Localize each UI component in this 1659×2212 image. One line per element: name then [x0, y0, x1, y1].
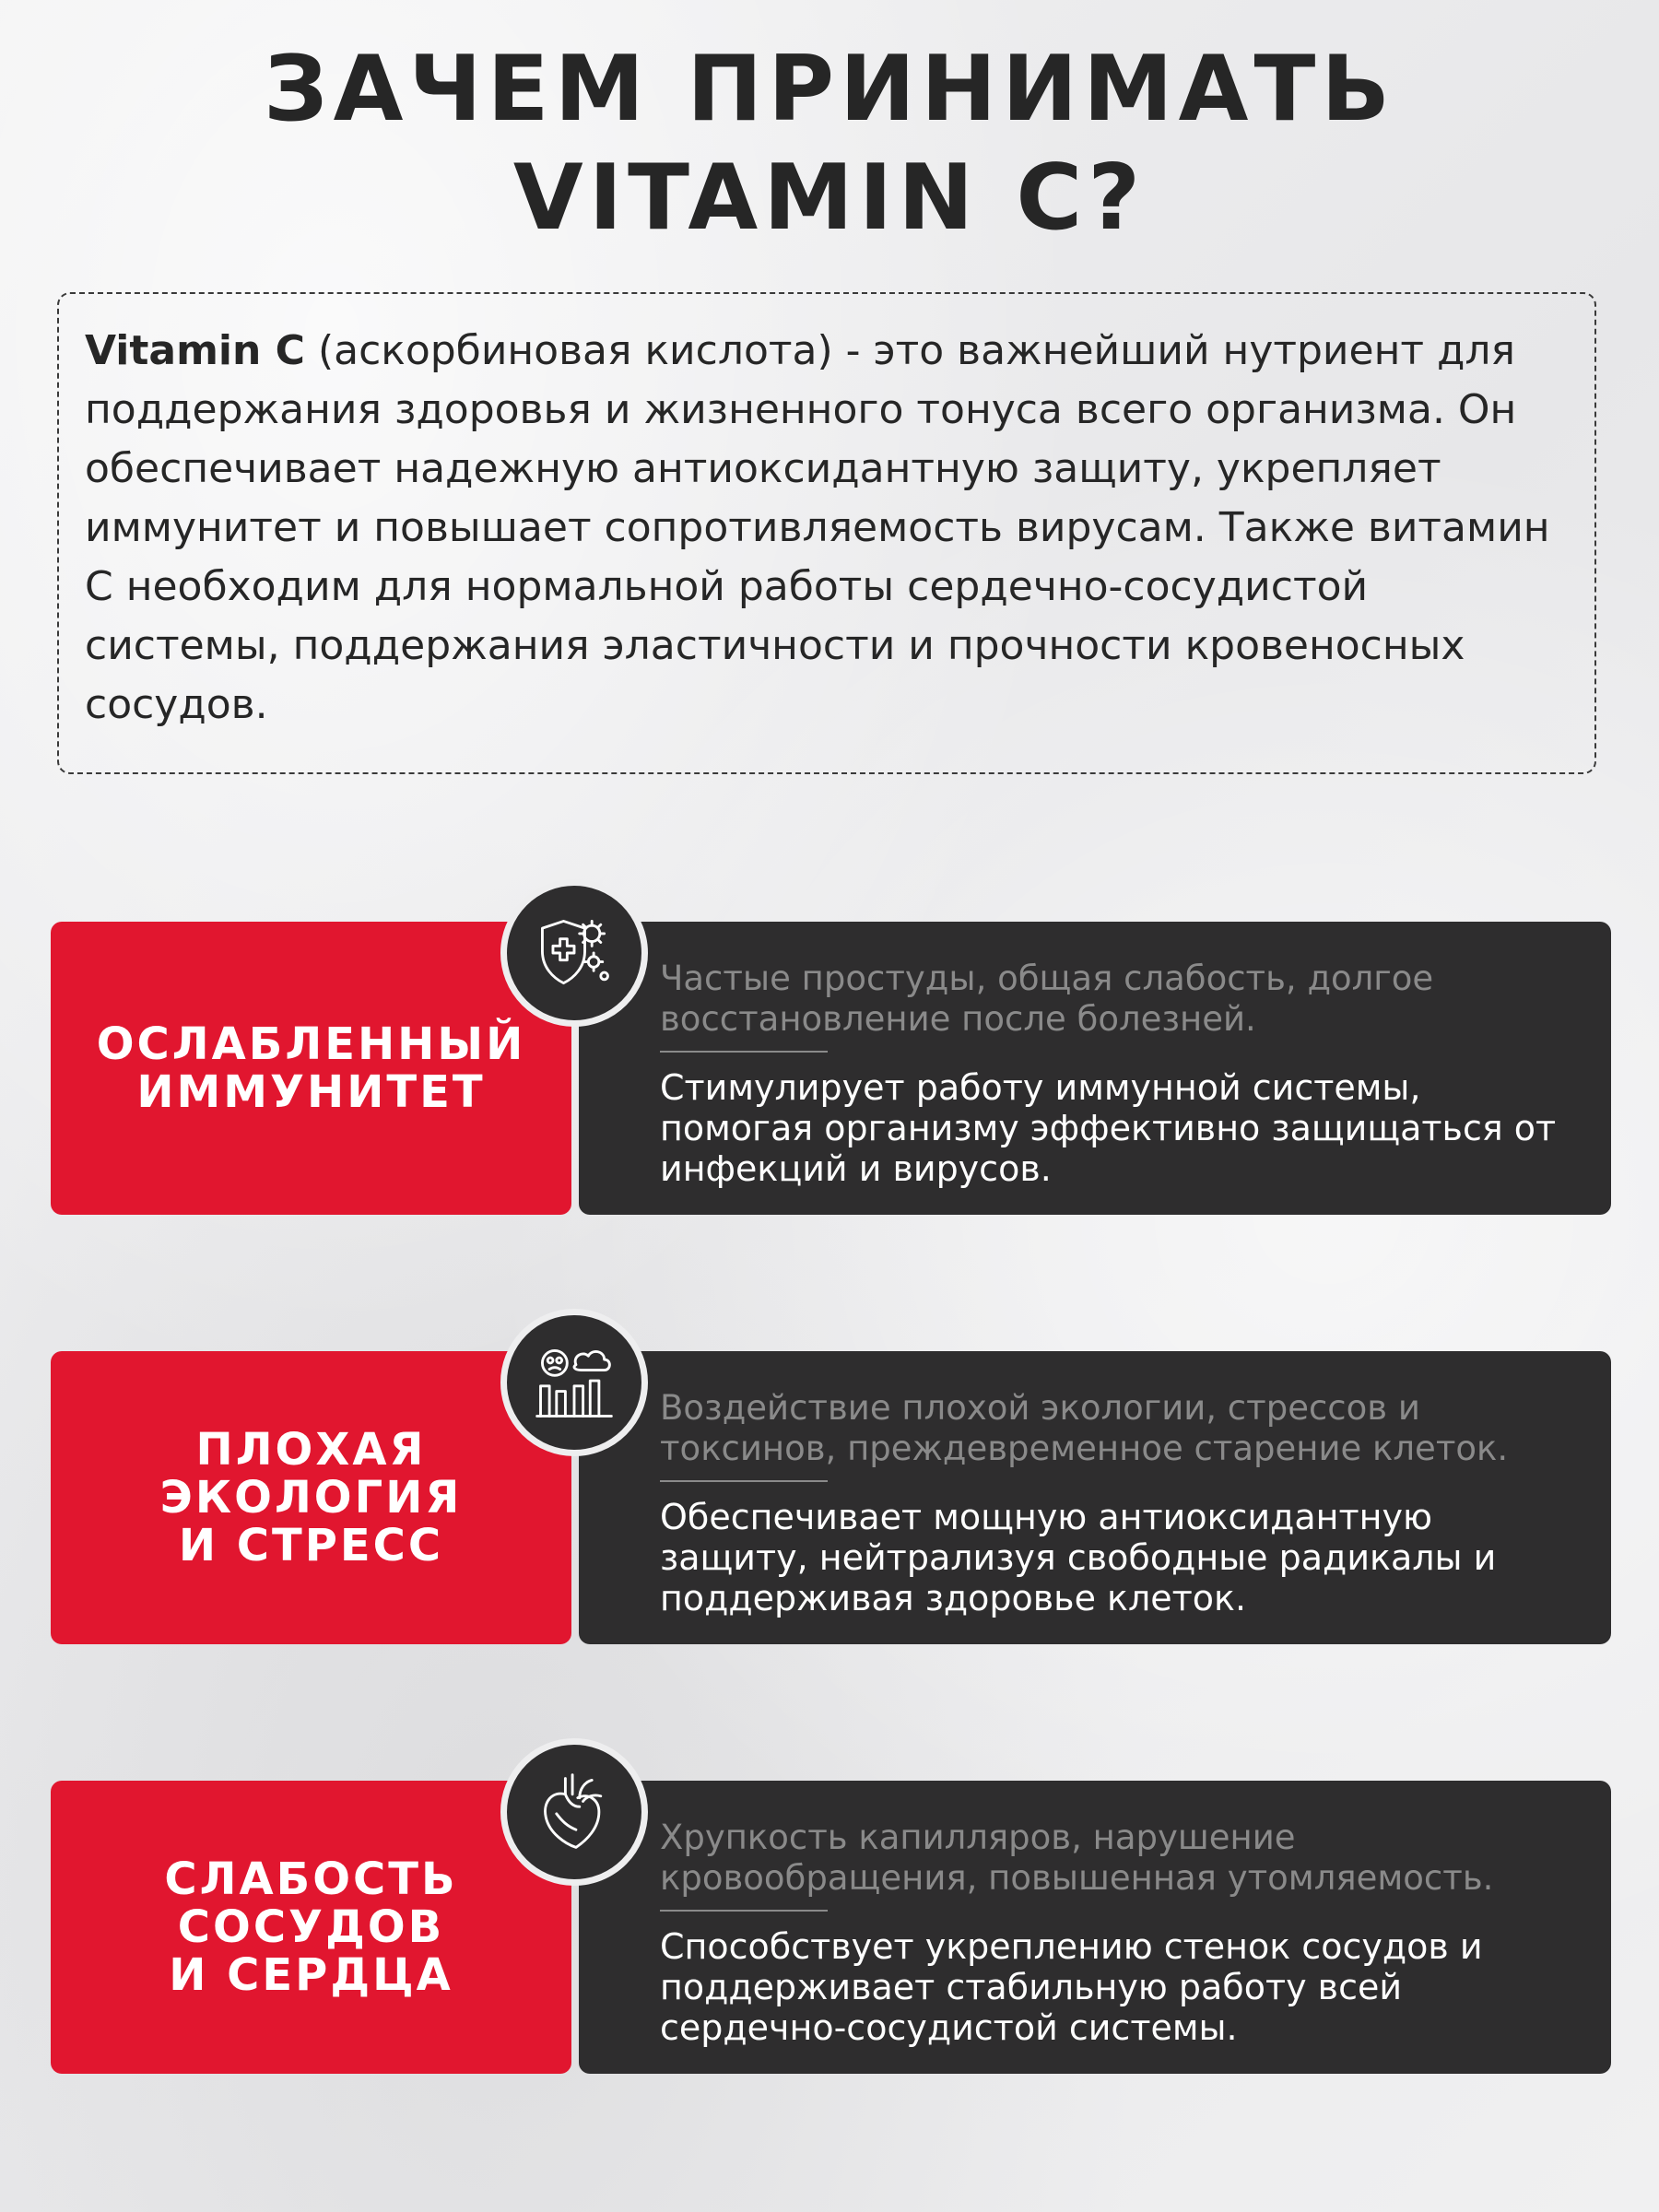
- benefit-label-line: ПЛОХАЯ: [195, 1424, 427, 1476]
- page-title: [0, 35, 1659, 253]
- benefit-label-line: И СЕРДЦА: [169, 1949, 453, 2001]
- benefit-label-line: СОСУДОВ: [177, 1901, 445, 1953]
- benefit-label-line: ОСЛАБЛЕННЫЙ: [96, 1018, 526, 1070]
- title-line-1: ЗАЧЕМ ПРИНИМАТЬ: [263, 37, 1396, 142]
- title-line-2: VITAMIN C?: [512, 146, 1147, 251]
- intro-body: (аскорбиновая кислота) - это важнейший нутриент для поддержания здоровья и жизненного тонуса всего организма. Он обеспечивает надежную антиоксидантную защиту, укрепляет иммунитет и повышает сопротивляемость вирусам. Также витамин С необходим для нормальной работы сердечно-сосудистой системы, поддержания эластичности и прочности кровеносных сосудов.: [85, 327, 1550, 728]
- benefit-row-heart: [0, 1751, 1659, 2048]
- benefit-label: [97, 1020, 526, 1116]
- benefit-detail-card: [579, 1351, 1611, 1644]
- intro-text: [85, 322, 1567, 735]
- intro-box: [57, 292, 1596, 774]
- benefit-row-ecology: [0, 1322, 1659, 1618]
- benefit-label-line: И СТРЕСС: [178, 1520, 444, 1571]
- heart-icon: [500, 1738, 648, 1886]
- shield-virus-icon: [500, 879, 648, 1027]
- benefit-solution: Стимулирует работу иммунной системы, помогая организму эффективно защищаться от инфекций и вирусов.: [660, 1067, 1557, 1189]
- divider: [660, 1051, 828, 1053]
- benefit-problem: Частые простуды, общая слабость, долгое восстановление после болезней.: [660, 959, 1434, 1039]
- benefit-label: [160, 1426, 463, 1570]
- benefit-label-card: [51, 1351, 571, 1644]
- benefit-detail-card: [579, 1781, 1611, 2074]
- benefit-solution: Способствует укреплению стенок сосудов и поддерживает стабильную работу всей сердечно-сосудистой системы.: [660, 1926, 1483, 2048]
- benefit-label: [164, 1855, 457, 1999]
- benefit-label-line: ИММУНИТЕТ: [136, 1066, 486, 1118]
- benefit-label-line: СЛАБОСТЬ: [164, 1853, 458, 1905]
- benefit-label-line: ЭКОЛОГИЯ: [159, 1472, 463, 1524]
- divider: [660, 1910, 828, 1912]
- intro-bold: Vitamin C: [85, 327, 305, 374]
- benefit-problem: Воздействие плохой экологии, стрессов и токсинов, преждевременное старение клеток.: [660, 1388, 1509, 1468]
- benefit-solution: Обеспечивает мощную антиоксидантную защиту, нейтрализуя свободные радикалы и поддерживая здоровье клеток.: [660, 1497, 1497, 1618]
- benefit-row-immunity: [0, 892, 1659, 1189]
- divider: [660, 1480, 828, 1482]
- benefit-label-card: [51, 922, 571, 1215]
- benefit-problem: Хрупкость капилляров, нарушение кровообращения, повышенная утомляемость.: [660, 1818, 1494, 1898]
- benefit-detail-card: [579, 922, 1611, 1215]
- benefit-label-card: [51, 1781, 571, 2074]
- factory-pollution-icon: [500, 1309, 648, 1456]
